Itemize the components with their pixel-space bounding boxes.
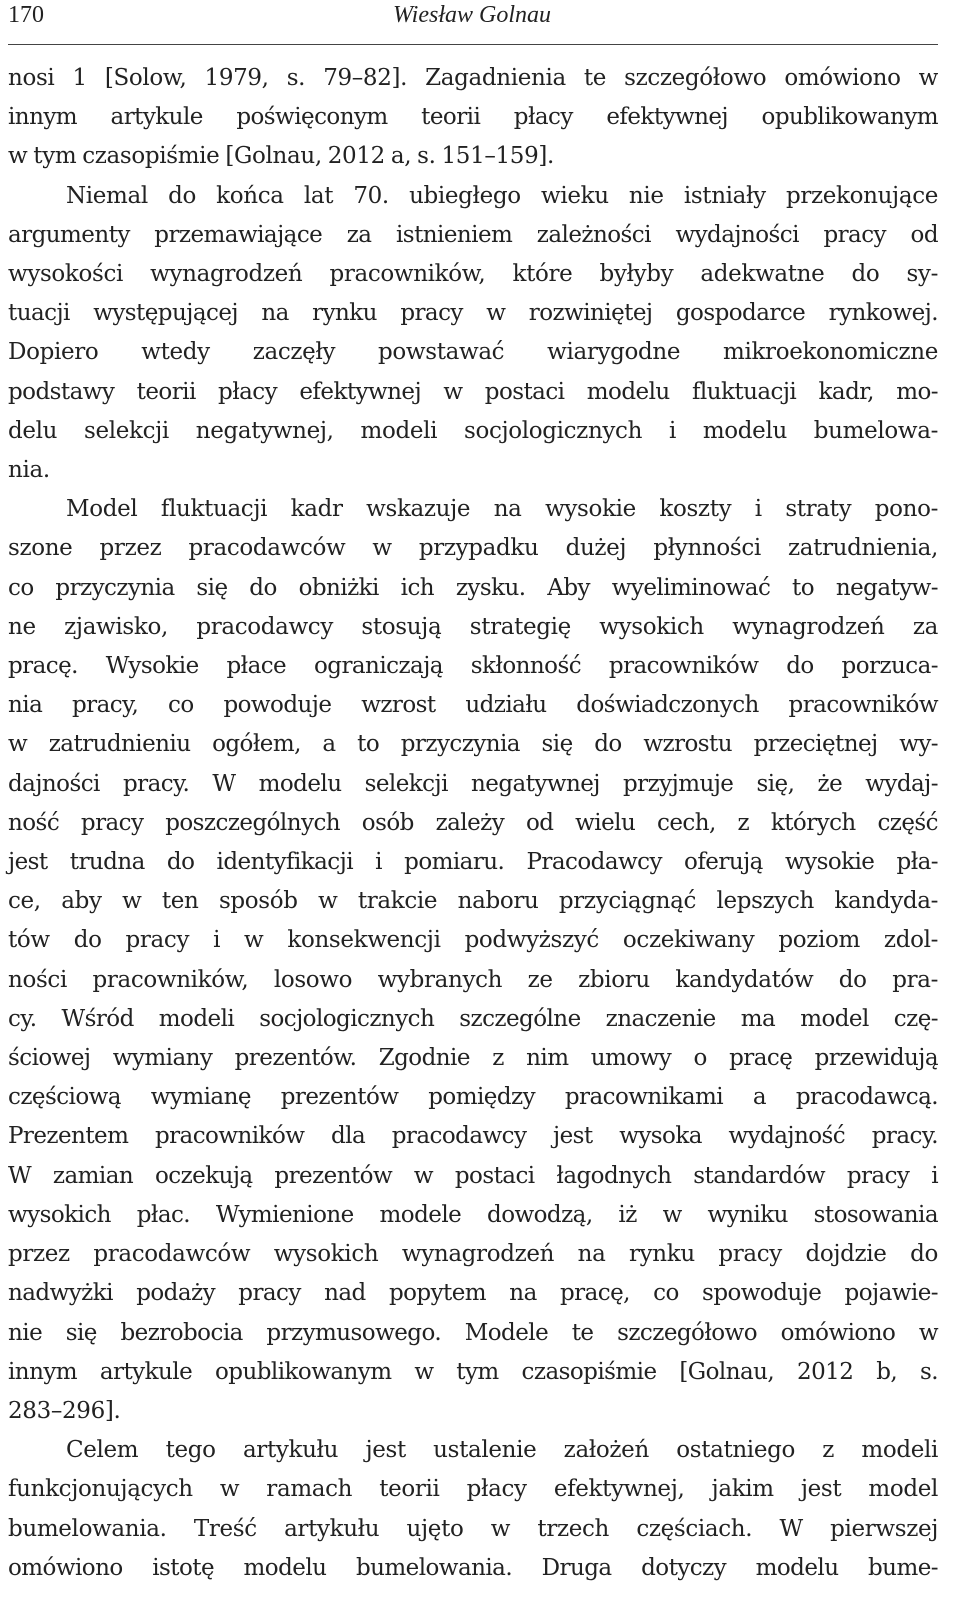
text-line: argumenty przemawiające za istnieniem zależności wydajności pracy od [8, 221, 938, 248]
text-line: omówiono istotę modelu bumelowania. Druga dotyczy modelu bume- [8, 1554, 938, 1581]
text-line: ne zjawisko, pracodawcy stosują strategię wysokich wynagrodzeń za [8, 613, 938, 640]
text-line: ściowej wymiany prezentów. Zgodnie z nim umowy o pracę przewidują [8, 1045, 938, 1072]
text-line: ce, aby w ten sposób w trakcie naboru przyciągnąć lepszych kandyda- [8, 888, 938, 915]
text-line: podstawy teorii płacy efektywnej w postaci modelu fluktuacji kadr, mo- [8, 378, 938, 405]
text-line: Prezentem pracowników dla pracodawcy jest wysoka wydajność pracy. [8, 1123, 938, 1150]
text-line: w zatrudnieniu ogółem, a to przyczynia się do wzrostu przeciętnej wy- [8, 731, 938, 758]
page [8, 0, 938, 1588]
text-line: cy. Wśród modeli socjologicznych szczególne znaczenie ma model czę- [8, 1005, 938, 1032]
text-line: nia pracy, co powoduje wzrost udziału doświadczonych pracowników [8, 692, 938, 719]
text-line: jest trudna do identyfikacji i pomiaru. Pracodawcy oferują wysokie pła- [8, 849, 938, 876]
text-line: przez pracodawców wysokich wynagrodzeń na rynku pracy dojdzie do [8, 1241, 938, 1268]
page-number: 170 [8, 2, 44, 28]
text-line: ność pracy poszczególnych osób zależy od wielu cech, z których część [8, 809, 938, 836]
text-line: bumelowania. Treść artykułu ujęto w trzech częściach. W pierwszej [8, 1515, 938, 1542]
text-line: delu selekcji negatywnej, modeli socjologicznych i modelu bumelowa- [8, 417, 938, 444]
text-line: innym artykule poświęconym teorii płacy efektywnej opublikowanym [8, 104, 938, 131]
text-line: ności pracowników, losowo wybranych ze zbioru kandydatów do pra- [8, 966, 938, 993]
text-line: pracę. Wysokie płace ograniczają skłonność pracowników do porzuca- [8, 653, 938, 680]
text-line: co przyczynia się do obniżki ich zysku. Aby wyeliminować to negatyw- [8, 574, 938, 601]
text-line: wysokości wynagrodzeń pracowników, które byłyby adekwatne do sy- [8, 261, 938, 288]
text-line: wysokich płac. Wymienione modele dowodzą, iż w wyniku stosowania [8, 1201, 938, 1228]
text-line: szone przez pracodawców w przypadku dużej płynności zatrudnienia, [8, 535, 938, 562]
paragraph-2 [8, 177, 938, 491]
text-line: nie się bezrobocia przymusowego. Modele te szczegółowo omówiono w [8, 1319, 938, 1346]
text-line: W zamian oczekują prezentów w postaci łagodnych standardów pracy i [8, 1162, 938, 1189]
text-line: tów do pracy i w konsekwencji podwyższyć oczekiwany poziom zdol- [8, 927, 938, 954]
text-line: w tym czasopiśmie [Golnau, 2012 a, s. 151–159]. [8, 143, 554, 170]
text-line: innym artykule opublikowanym w tym czasopiśmie [Golnau, 2012 b, s. [8, 1358, 938, 1385]
text-line: funkcjonujących w ramach teorii płacy efektywnej, jakim jest model [8, 1476, 938, 1503]
text-line: Model fluktuacji kadr wskazuje na wysokie koszty i straty pono- [66, 496, 938, 523]
text-line: 283–296]. [8, 1397, 121, 1424]
text-line: nadwyżki podaży pracy nad popytem na pracę, co spowoduje pojawie- [8, 1280, 938, 1307]
text-line: Celem tego artykułu jest ustalenie założeń ostatniego z modeli [66, 1437, 938, 1464]
text-line: Niemal do końca lat 70. ubiegłego wieku nie istniały przekonujące [66, 182, 938, 209]
text-line: nia. [8, 457, 50, 484]
text-line: nosi 1 [Solow, 1979, s. 79–82]. Zagadnienia te szczegółowo omówiono w [8, 65, 938, 91]
text-line: częściową wymianę prezentów pomiędzy pracownikami a pracodawcą. [8, 1084, 938, 1111]
text-line: dajności pracy. W modelu selekcji negatywnej przyjmuje się, że wydaj- [8, 770, 938, 797]
body-text [8, 59, 938, 1588]
paragraph-1 [8, 59, 938, 177]
running-header [8, 0, 938, 45]
text-line: Dopiero wtedy zaczęły powstawać wiarygodne mikroekonomiczne [8, 339, 938, 366]
paragraph-3 [8, 490, 938, 1431]
paragraph-4 [8, 1431, 938, 1588]
text-line: tuacji występującej na rynku pracy w rozwiniętej gospodarce rynkowej. [8, 300, 938, 327]
running-header-author: Wiesław Golnau [393, 2, 552, 28]
